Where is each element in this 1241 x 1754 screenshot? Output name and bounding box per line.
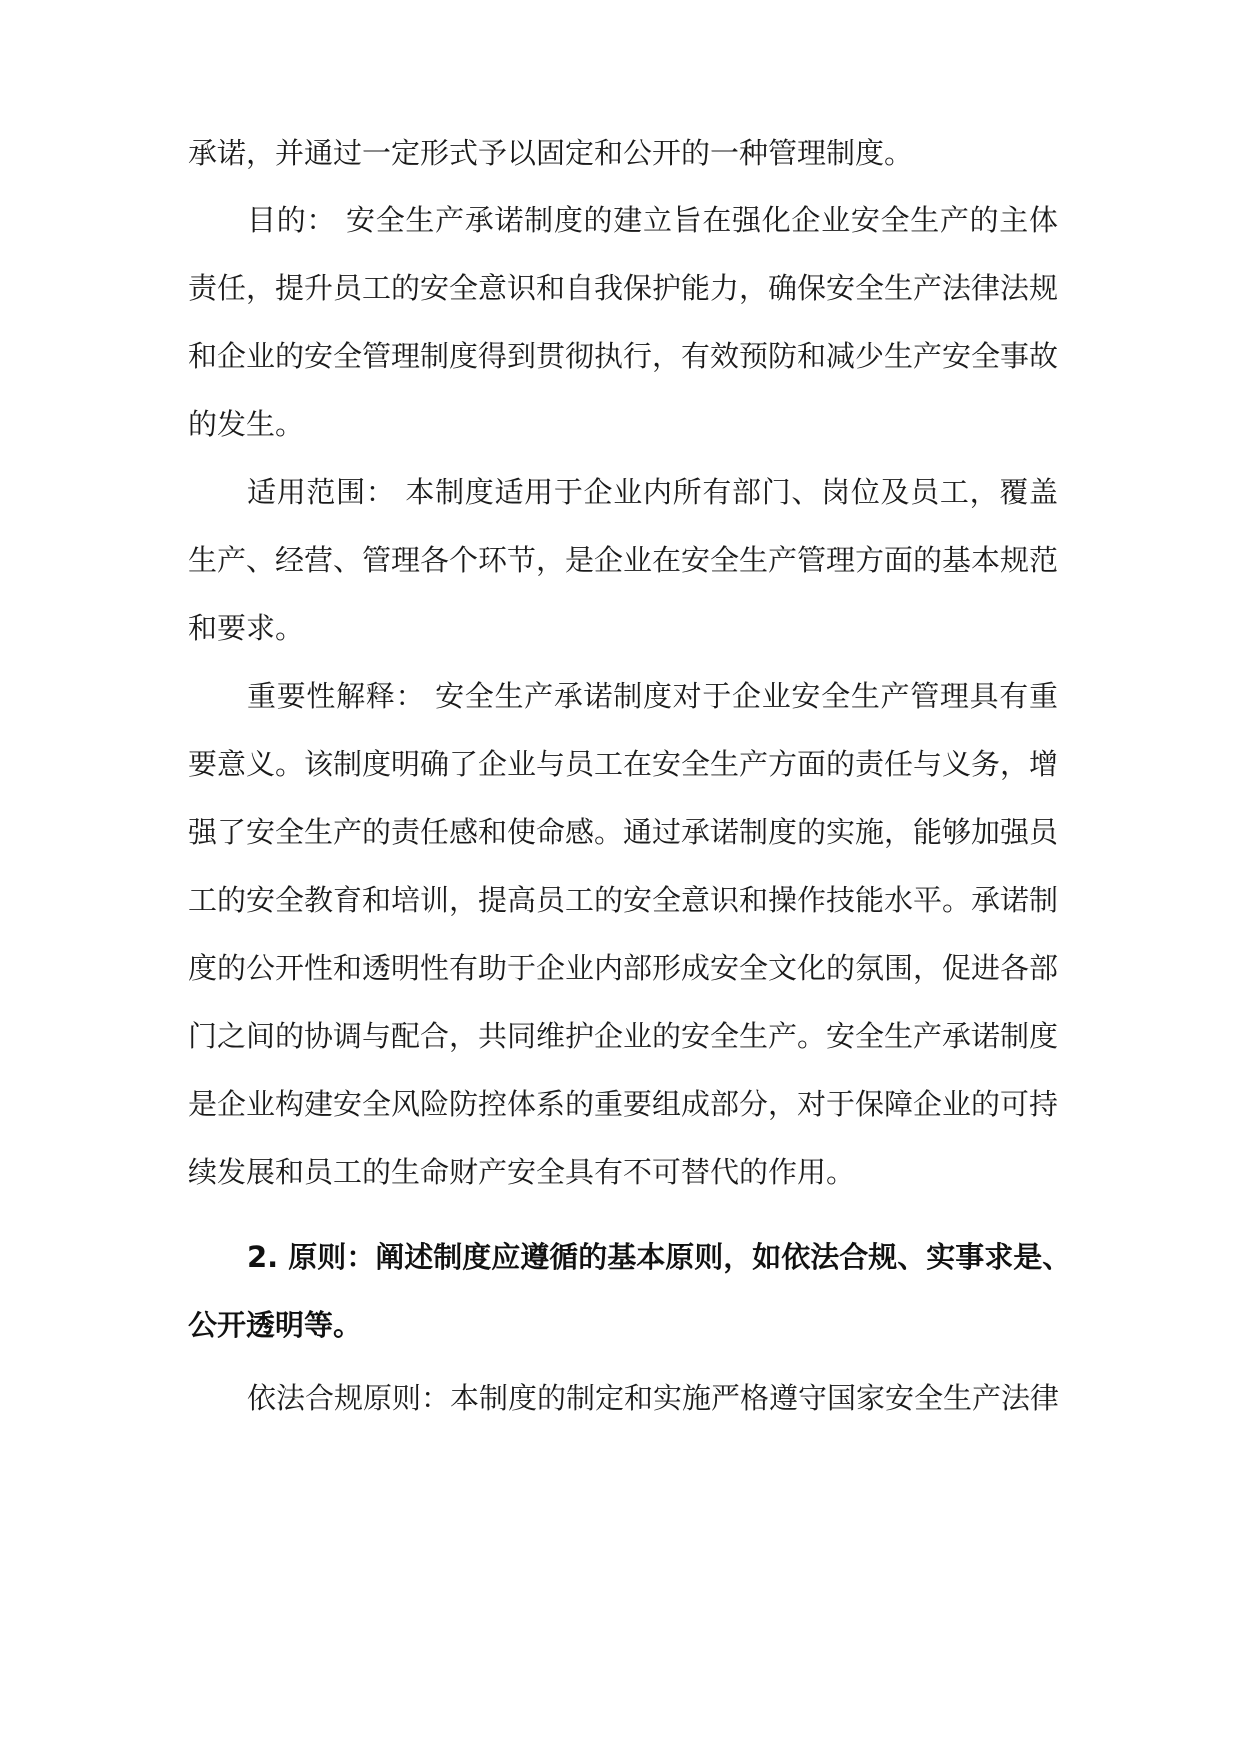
body-text-line: 度的公开性和透明性有助于企业内部形成安全文化的氛围，促进各部 xyxy=(188,951,1059,985)
paragraph-purpose-line: 目的： 安全生产承诺制度的建立旨在强化企业安全生产的主体 xyxy=(247,203,1058,237)
body-text-line: 强了安全生产的责任感和使命感。通过承诺制度的实施，能够加强员 xyxy=(188,815,1059,849)
body-text-line: 门之间的协调与配合，共同维护企业的安全生产。安全生产承诺制度 xyxy=(188,1019,1059,1053)
body-text-line: 工的安全教育和培训，提高员工的安全意识和操作技能水平。承诺制 xyxy=(188,883,1059,917)
body-text-line: 续发展和员工的生命财产安全具有不可替代的作用。 xyxy=(188,1155,856,1189)
body-text-line: 的发生。 xyxy=(188,407,305,441)
body-text-line: 生产、经营、管理各个环节，是企业在安全生产管理方面的基本规范 xyxy=(188,543,1059,577)
body-text-line: 和企业的安全管理制度得到贯彻执行，有效预防和减少生产安全事故 xyxy=(188,339,1059,373)
body-text-line: 和要求。 xyxy=(188,611,305,645)
section-heading: 2. 原则：阐述制度应遵循的基本原则，如依法合规、实事求是、 xyxy=(247,1240,1072,1274)
body-text-line: 承诺，并通过一定形式予以固定和公开的一种管理制度。 xyxy=(188,136,914,170)
body-text-line: 是企业构建安全风险防控体系的重要组成部分，对于保障企业的可持 xyxy=(188,1087,1059,1121)
body-text-line: 要意义。该制度明确了企业与员工在安全生产方面的责任与义务，增 xyxy=(188,747,1059,781)
body-text-line: 责任，提升员工的安全意识和自我保护能力，确保安全生产法律法规 xyxy=(188,271,1059,305)
paragraph-compliance-line: 依法合规原则：本制度的制定和实施严格遵守国家安全生产法律 xyxy=(247,1381,1060,1415)
section-heading: 公开透明等。 xyxy=(188,1308,363,1342)
paragraph-scope-line: 适用范围： 本制度适用于企业内所有部门、岗位及员工，覆盖 xyxy=(247,475,1058,509)
paragraph-importance-line: 重要性解释： 安全生产承诺制度对于企业安全生产管理具有重 xyxy=(247,679,1058,713)
